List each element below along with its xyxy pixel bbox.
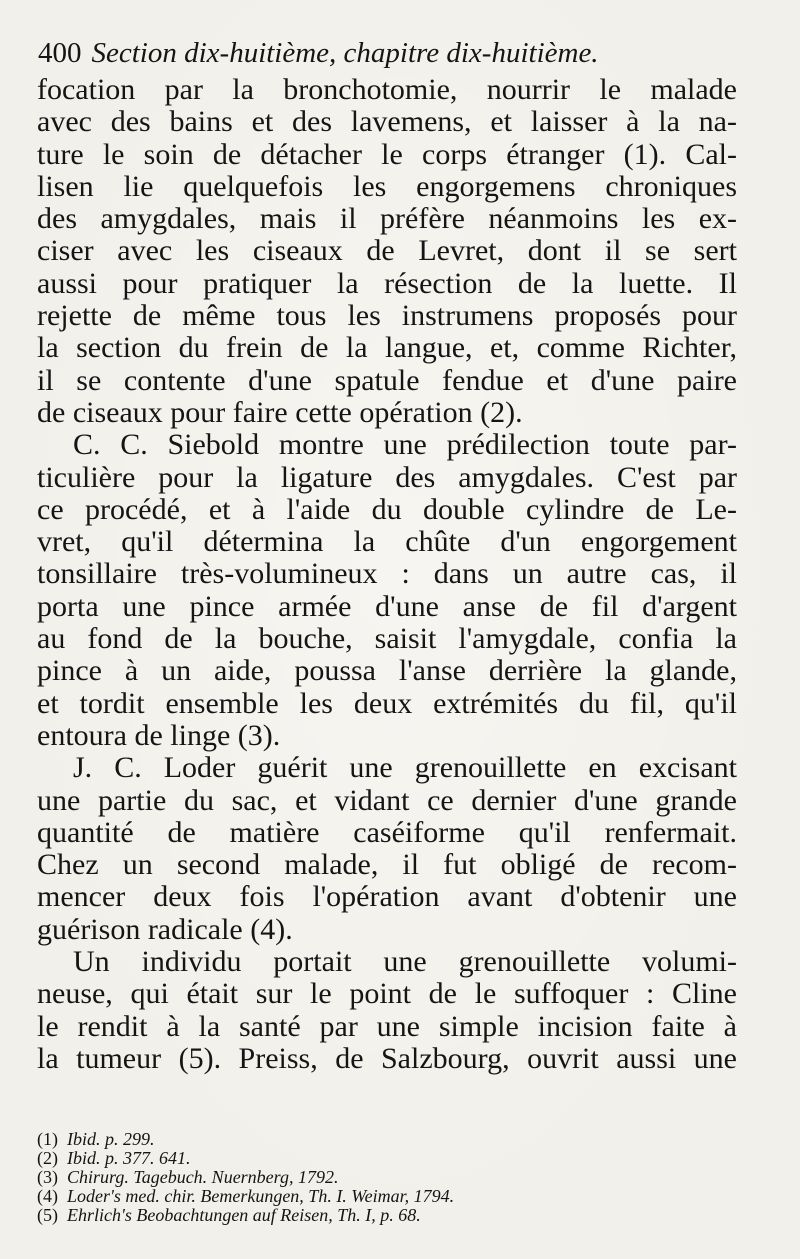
footnote (37, 1187, 677, 1206)
footnote-text: Chirurg. Tagebuch. Nuernberg, 1792. (67, 1167, 339, 1187)
footnote-number: (4) (37, 1186, 58, 1206)
text-line: il se contente d'une spatule fendue et d'une paire (37, 364, 737, 397)
text-line: quantité de matière caséiforme qu'il renfermait. (37, 816, 737, 849)
text-line: la section du frein de la langue, et, comme Richter, (37, 332, 737, 365)
footnote-text: Loder's med. chir. Bemerkungen, Th. I. Weimar, 1794. (67, 1186, 455, 1206)
text-line: Un individu portait une grenouillette volumi- (73, 946, 737, 979)
text-line: une partie du sac, et vidant ce dernier d'une grande (37, 784, 737, 817)
text-line: et tordit ensemble les deux extrémités du fil, qu'il (37, 687, 737, 720)
text-line: ture le soin de détacher le corps étranger (1). Cal- (37, 138, 737, 171)
text-line: le rendit à la santé par une simple incision faite à (37, 1010, 737, 1043)
footnote-number: (3) (37, 1167, 58, 1187)
page-header (38, 28, 768, 78)
text-line: au fond de la bouche, saisit l'amygdale, confia la (37, 623, 737, 656)
text-line: des amygdales, mais il préfère néanmoins les ex- (37, 203, 737, 236)
page-number: 400 (38, 37, 82, 69)
text-line: pince à un aide, poussa l'anse derrière la glande, (37, 655, 737, 688)
footnote (37, 1168, 677, 1187)
text-line: Chez un second malade, il fut obligé de recom- (37, 849, 737, 882)
text-line: la tumeur (5). Preiss, de Salzbourg, ouvrit aussi une (37, 1042, 737, 1075)
text-line: guérison radicale (4). (37, 913, 293, 946)
footnote-text: Ibid. p. 377. 641. (67, 1148, 191, 1168)
text-line: de ciseaux pour faire cette opération (2). (37, 396, 523, 429)
footnote (37, 1149, 677, 1168)
footnote (37, 1130, 677, 1149)
footnote-text: Ehrlich's Beobachtungen auf Reisen, Th. I, p. 68. (67, 1205, 421, 1225)
text-line: C. C. Siebold montre une prédilection toute par- (73, 429, 737, 462)
text-line: lisen lie quelquefois les engorgemens chroniques (37, 170, 737, 203)
footnote-number: (5) (37, 1205, 58, 1225)
text-line: J. C. Loder guérit une grenouillette en excisant (73, 752, 737, 785)
footnotes (37, 1130, 677, 1225)
text-line: ciser avec les ciseaux de Levret, dont il se sert (37, 235, 737, 268)
footnote (37, 1206, 677, 1225)
text-line: entoura de linge (3). (37, 719, 281, 752)
running-title: Section dix-huitième, chapitre dix-huitième. (91, 37, 599, 69)
text-line: neuse, qui était sur le point de le suffoquer : Cline (37, 978, 737, 1011)
text-line: porta une pince armée d'une anse de fil d'argent (37, 590, 737, 623)
text-line: ce procédé, et à l'aide du double cylindre de Le- (37, 493, 737, 526)
footnote-number: (1) (37, 1129, 58, 1149)
text-line: avec des bains et des lavemens, et laisser à la na- (37, 106, 737, 139)
text-line: focation par la bronchotomie, nourrir le malade (37, 74, 737, 106)
text-line: rejette de même tous les instrumens proposés pour (37, 300, 737, 333)
text-line: tonsillaire très-volumineux : dans un autre cas, il (37, 558, 737, 591)
body-text (37, 74, 737, 1075)
text-line: mencer deux fois l'opération avant d'obtenir une (37, 881, 737, 914)
text-line: ticulière pour la ligature des amygdales. C'est par (37, 461, 737, 494)
text-line: vret, qu'il détermina la chûte d'un engorgement (37, 526, 737, 559)
text-line: aussi pour pratiquer la résection de la luette. Il (37, 267, 737, 300)
footnote-text: Ibid. p. 299. (67, 1129, 155, 1149)
footnote-number: (2) (37, 1148, 58, 1168)
